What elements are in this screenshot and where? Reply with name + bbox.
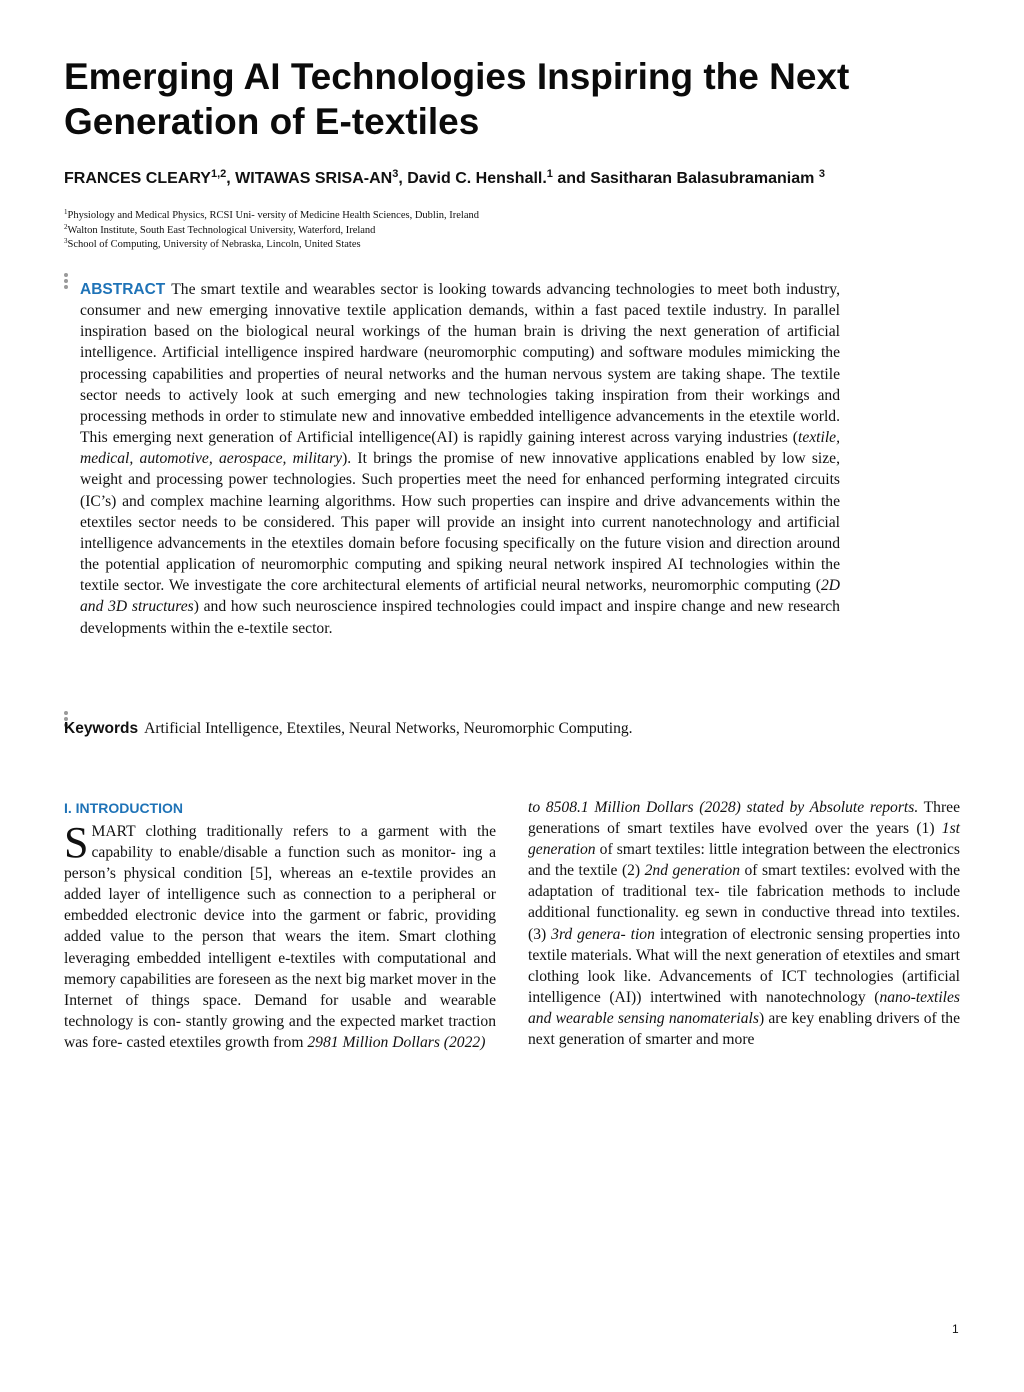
abstract-italic-text: textile, medical, automotive, aerospace, military (80, 429, 840, 468)
affiliation-line (64, 209, 944, 224)
keywords-label: Keywords (64, 720, 139, 737)
affiliation-text: Physiology and Medical Physics, RCSI Uni- versity of Medicine Health Sciences, Dublin, Ireland (67, 210, 479, 221)
author-name: FRANCES CLEARY (64, 170, 211, 187)
affiliation-text: School of Computing, University of Nebraska, Lincoln, United States (67, 239, 361, 250)
author-list (64, 168, 944, 189)
intro-italic-text: nano-textiles and wearable sensing nanomaterials (528, 988, 960, 1027)
affiliation-marker: 2 (64, 222, 68, 231)
intro-text: of smart textiles: little integration between the electronics and the textile (2) (528, 841, 960, 880)
author-name: WITAWAS SRISA-AN (235, 170, 393, 187)
intro-italic-text: 2nd generation (644, 862, 741, 880)
intro-text: MART clothing traditionally refers to a garment with the capability to enable/disable a function such as monitor- ing a person’s physical condition [5], whereas an e-textile provides an added layer of intelligence such as connection to a peripheral or embedded electronic device into the garment or fabric, providing added value to the person that wears the item. Smart clothing leveraging embedded intelligent e-textiles with computational and memory capabilities are foreseen as the next big market mover in the Internet of things space. Demand for usable and wearable technology is con- stantly growing and the expected market traction was fore- casted etextiles growth from (64, 823, 496, 1051)
keywords (64, 718, 944, 739)
abstract-text: The smart textile and wearables sector is looking towards advancing technologies to meet both industry, consumer and new emerging innovative textile application demands, within a fast paced textile industry. In parallel inspiration based on the biological neural workings of the human brain is driving the next generation of artificial intelligence. Artificial intelligence inspired hardware (neuromorphic computing) and software modules mimicking the processing capabilities and properties of neural networks and the human nervous system are taking shape. The textile sector needs to actively look at such emerging and new technologies taking inspiration from their workings and processing methods in order to stimulate new and innovative embedded intelligence advancements in the etextile world. This emerging next generation of Artificial intelligence(AI) is rapidly gaining interest across varying industries ( (80, 281, 840, 447)
author-separator: , (226, 170, 236, 187)
abstract-label: ABSTRACT (80, 281, 166, 298)
drag-handle-icon (64, 273, 68, 291)
abstract-text: ). It brings the promise of new innovative applications enabled by low size, weight and processing power technologies. Such properties meet the need for enhanced performing integrated circuits (IC’s) and complex machine learning algorithms. How such properties can inspire and drive advancements within the etextiles sector needs to be considered. This paper will provide an insight into current nanotechnology and artificial intelligence advancements in the etextiles domain before focusing specifically on the future vision and direction around the potential application of neuromorphic computing and spiking neural network inspired AI technologies within the textile sector. We investigate the core architectural elements of artificial neural networks, neuromorphic computing ( (80, 450, 840, 595)
abstract (80, 279, 840, 639)
intro-text: ) are key enabling drivers of the next generation of smarter and more (528, 1009, 960, 1049)
author-affiliation-marker: 1,2 (210, 168, 227, 180)
author-name: David C. Henshall. (407, 170, 547, 187)
author-affiliation-marker: 3 (392, 168, 399, 180)
affiliation-line (64, 238, 944, 253)
paper-title: Emerging AI Technologies Inspiring the Next Generation of E-textiles (64, 56, 850, 142)
author-name: Sasitharan Balasubramaniam (590, 170, 819, 187)
section-heading: I. INTRODUCTION (64, 800, 183, 816)
page-number: 1 (952, 1322, 959, 1336)
intro-italic-text: 3rd genera- tion (551, 925, 655, 943)
intro-italic-text: 2981 Million Dollars (2022) (307, 1033, 486, 1051)
intro-text: Three generations of smart textiles have evolved over the years (1) (528, 799, 960, 838)
abstract-italic-text: 2D and 3D structures (80, 577, 840, 616)
author-separator: , (398, 170, 408, 187)
author-separator: and (552, 170, 591, 187)
abstract-text: ) and how such neuroscience inspired technologies could impact and inspire change and new research developments within the e-textile sector. (80, 598, 840, 637)
intro-right-column (528, 797, 960, 1050)
affiliation-line (64, 224, 944, 239)
keywords-text: Artificial Intelligence, Etextiles, Neural Networks, Neuromorphic Computing. (144, 720, 633, 737)
intro-left-column (64, 818, 496, 1053)
affiliation-list (64, 209, 944, 253)
author-affiliation-marker: 3 (818, 168, 825, 180)
intro-text: integration of electronic sensing properties into textile materials. What will the next generation of etextiles and smart clothing look like. Advancements of ICT technologies (artificial intelligence (AI)) intertwined with nanotechnology ( (528, 925, 960, 1006)
affiliation-text: Walton Institute, South East Technological University, Waterford, Ireland (67, 224, 376, 236)
affiliation-marker: 1 (64, 208, 68, 216)
author-affiliation-marker: 1 (546, 168, 553, 180)
intro-text: of smart textiles: evolved with the adaptation of traditional tex- tile fabrication methods to include additional functionality. eg sewn in conductive thread into textiles. (3) (528, 862, 960, 943)
drop-cap: S (64, 818, 89, 867)
intro-italic-text: 1st generation (528, 820, 960, 859)
affiliation-marker: 3 (64, 237, 68, 245)
intro-italic-text: to 8508.1 Million Dollars (2028) stated by Absolute reports. (528, 799, 919, 816)
